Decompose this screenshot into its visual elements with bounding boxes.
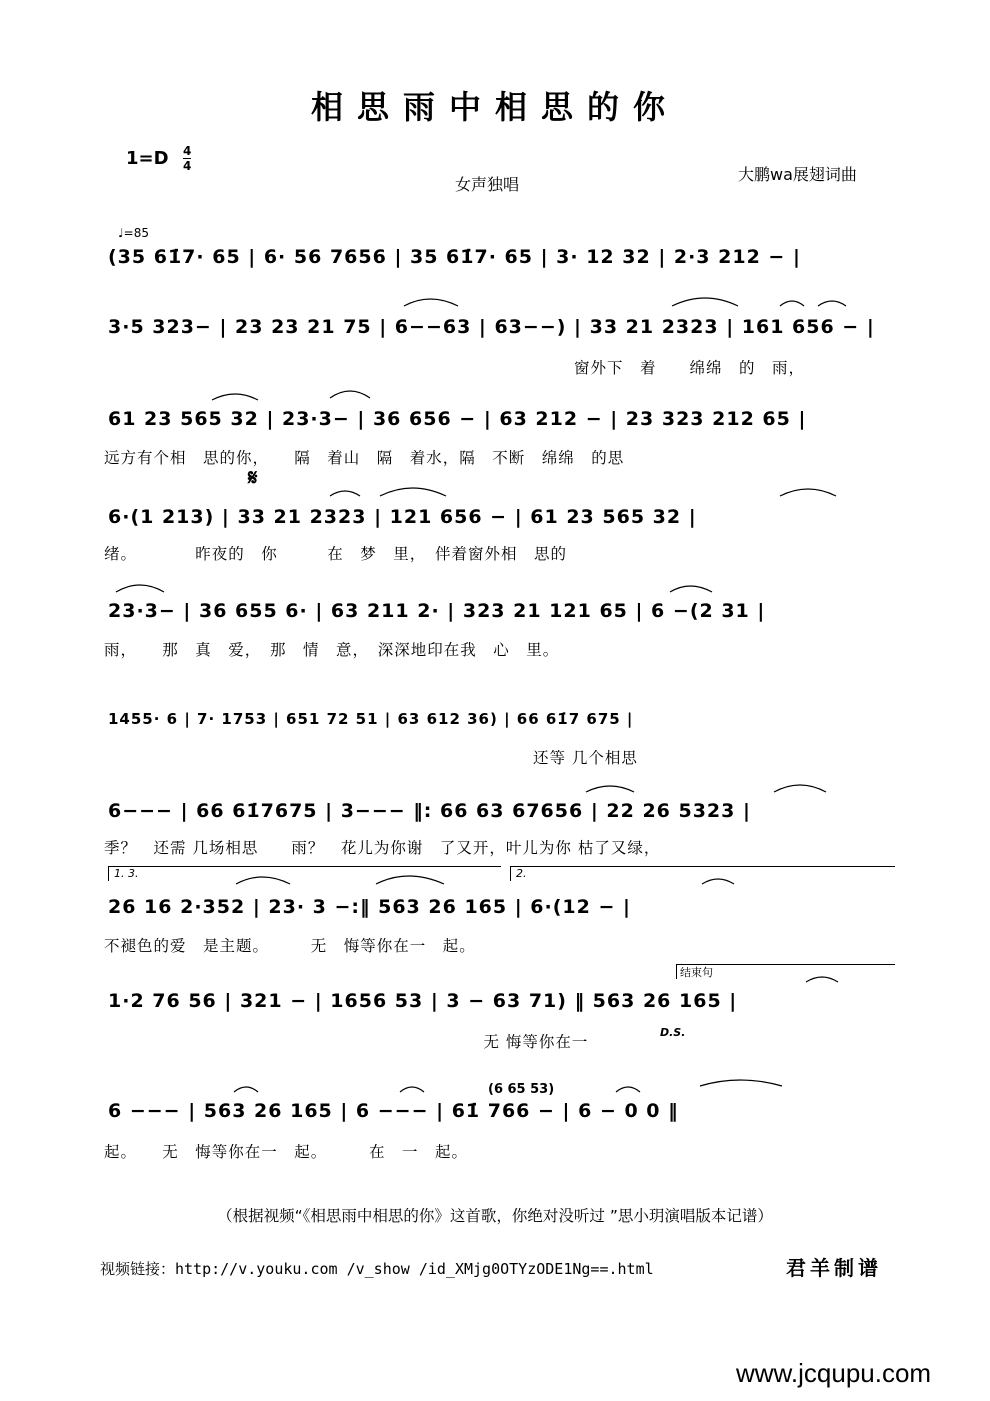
lyric-row-10: 起。 无 悔等你在一 起。 在 一 起。 [104, 1143, 469, 1161]
performance-subtitle: 女声独唱 [455, 175, 520, 194]
score-title: 相思雨中相思的你 [310, 88, 679, 126]
staff-row-10: 6 −−− | 563 26 165 | 6 −−− | 61̇ 766 − | 6 − 0 0 ‖ [108, 1100, 679, 1122]
lyric-row-2: 窗外下 着 绵绵 的 雨， [574, 359, 806, 377]
lyric-row-4: 绪。 昨夜的 你 在 梦 里， 伴着窗外相 思的 [104, 545, 568, 563]
segno-mark: 𝄋 [248, 466, 258, 491]
composer-credit: 大鹏wa展翅词曲 [738, 165, 857, 184]
lyric-row-7: 季？ 还需 几场相思 雨？ 花儿为你谢 了又开，叶儿为你 枯了又绿， [104, 839, 661, 857]
staff-row-3: 61 23 565 32 | 23·3− | 36 656 − | 63 212 − | 23 323 212 65 | [108, 408, 807, 430]
video-link[interactable]: 视频链接：http://v.youku.com /v_show /id_XMjg0OTYzODE1Ng==.html [100, 1260, 654, 1278]
lyric-row-5: 雨， 那 真 爱， 那 情 意， 深深地印在我 心 里。 [104, 641, 560, 659]
lyric-row-9: 无 悔等你在一 [104, 1033, 589, 1051]
ending-1-label: 1. 3. [114, 867, 139, 880]
time-sig-bottom: 4 [183, 159, 192, 173]
time-sig-top: 4 [183, 144, 192, 158]
staff-row-6: 1455· 6 | 7· 1753 | 651 72 51 | 63 612 36) | 66 61̇7 675 | [108, 710, 634, 728]
lyric-row-6: 还等 几个相思 [104, 749, 638, 767]
staff-row-1: (35 61̇7· 65 | 6· 56 7656 | 35 61̇7· 65 | 3· 12 32 | 2·3 212 − | [108, 246, 801, 268]
transcriber-stamp: 君羊制谱 [786, 1256, 882, 1280]
ds-mark: D.S. [660, 1026, 686, 1039]
lyric-row-8: 不褪色的爱 是主题。 无 悔等你在一 起。 [104, 937, 476, 955]
tempo-marking: ♩=85 [118, 226, 149, 240]
site-watermark: www.jcqupu.com [736, 1358, 932, 1388]
staff-row-2: 3·5 323− | 23 23 21 75 | 6−−63 | 63−−) | 33 21 2323 | 161 656 − | [108, 316, 875, 338]
key-signature: 1=D [126, 148, 169, 169]
coda-label: 结束句 [680, 966, 713, 979]
staff-row-5: 23·3− | 36 655 6· | 63 211 2· | 323 21 121 65 | 6 −(2 31 | [108, 600, 766, 622]
lyric-row-3: 远方有个相 思的你， 隔 着山 隔 着水，隔 不断 绵绵 的思 [104, 449, 625, 467]
ending-2-label: 2. [516, 867, 527, 880]
staff-row-9: 1·2 76 56 | 321 − | 1656 53 | 3 − 63 71) ‖ 563 26 165 | [108, 990, 738, 1012]
staff-row-7: 6−−− | 66 61̇7675 | 3−−− ‖: 66 63 67656 | 22 26 5323 | [108, 800, 751, 822]
ornament-notes: (6 65 53) [488, 1082, 555, 1097]
staff-row-4: 6·(1 213) | 33 21 2323 | 121 656 − | 61 23 565 32 | [108, 506, 697, 528]
staff-row-8: 26 16 2·352 | 23· 3 −:‖ 563 26 165 | 6·(12 − | [108, 896, 631, 918]
source-footnote: （根据视频“《相思雨中相思的你》这首歌，你绝对没听过 ”思小玥演唱版本记谱） [217, 1207, 773, 1225]
